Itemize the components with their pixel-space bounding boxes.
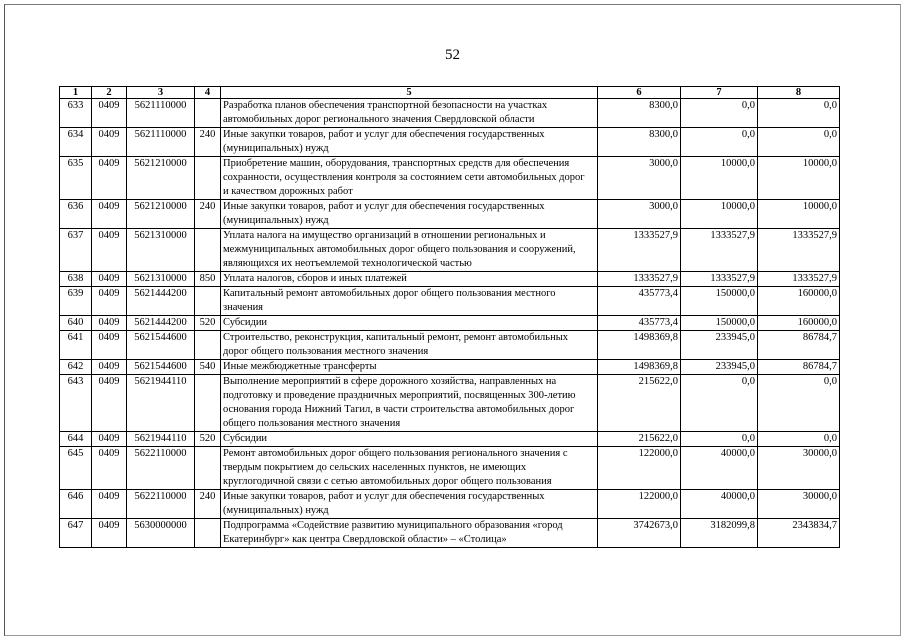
target-article-code: 5621210000 <box>127 200 195 229</box>
amount-col-7: 150000,0 <box>681 287 758 316</box>
description-line: Субсидии <box>223 433 268 444</box>
amount-col-8: 0,0 <box>758 99 840 128</box>
target-article-code: 5621944110 <box>127 375 195 432</box>
table-row <box>60 519 840 548</box>
amount-col-7: 40000,0 <box>681 490 758 519</box>
target-article-code: 5622110000 <box>127 447 195 490</box>
description-line: автомобильных дорог регионального значения Свердловской области <box>223 114 535 125</box>
description-line: (муниципальных) нужд <box>223 505 329 516</box>
row-description <box>221 200 598 229</box>
section-code: 0409 <box>92 447 127 490</box>
expense-type-code: 240 <box>195 200 221 229</box>
amount-col-8: 160000,0 <box>758 316 840 331</box>
table-row <box>60 128 840 157</box>
section-code: 0409 <box>92 375 127 432</box>
amount-col-8: 0,0 <box>758 375 840 432</box>
section-code: 0409 <box>92 200 127 229</box>
row-number: 633 <box>60 99 92 128</box>
section-code: 0409 <box>92 157 127 200</box>
table-row <box>60 272 840 287</box>
amount-col-8: 160000,0 <box>758 287 840 316</box>
amount-col-7: 0,0 <box>681 128 758 157</box>
expense-type-code: 540 <box>195 360 221 375</box>
expense-type-code: 520 <box>195 432 221 447</box>
row-number: 638 <box>60 272 92 287</box>
target-article-code: 5622110000 <box>127 490 195 519</box>
target-article-code: 5621310000 <box>127 229 195 272</box>
table-row <box>60 360 840 375</box>
section-code: 0409 <box>92 272 127 287</box>
target-article-code: 5621110000 <box>127 128 195 157</box>
description-line: Строительство, реконструкция, капитальный ремонт, ремонт автомобильных <box>223 332 569 343</box>
table-row <box>60 99 840 128</box>
expense-type-code <box>195 331 221 360</box>
description-line: Екатеринбург» как центра Свердловской области» – «Столица» <box>223 534 507 545</box>
expense-type-code: 240 <box>195 490 221 519</box>
amount-col-7: 10000,0 <box>681 157 758 200</box>
amount-col-8: 10000,0 <box>758 157 840 200</box>
row-description <box>221 157 598 200</box>
amount-col-6: 8300,0 <box>598 128 681 157</box>
description-line: являющихся их неотъемлемой технологической частью <box>223 258 472 269</box>
description-line: Подпрограмма «Содействие развитию муниципального образования «город <box>223 520 563 531</box>
target-article-code: 5621444200 <box>127 316 195 331</box>
target-article-code: 5621444200 <box>127 287 195 316</box>
description-line: (муниципальных) нужд <box>223 143 329 154</box>
row-description <box>221 99 598 128</box>
header-col-7: 7 <box>681 87 758 99</box>
section-code: 0409 <box>92 99 127 128</box>
table-body <box>60 99 840 548</box>
expense-type-code <box>195 287 221 316</box>
table-row <box>60 229 840 272</box>
table-row <box>60 157 840 200</box>
header-col-4: 4 <box>195 87 221 99</box>
amount-col-6: 215622,0 <box>598 375 681 432</box>
row-number: 639 <box>60 287 92 316</box>
row-description <box>221 229 598 272</box>
section-code: 0409 <box>92 316 127 331</box>
description-line: Иные закупки товаров, работ и услуг для обеспечения государственных <box>223 129 545 140</box>
description-line: основания города Нижний Тагил, в части строительства автомобильных дорог <box>223 404 575 415</box>
description-line: Капитальный ремонт автомобильных дорог общего пользования местного <box>223 288 556 299</box>
header-col-1: 1 <box>60 87 92 99</box>
row-number: 644 <box>60 432 92 447</box>
row-number: 642 <box>60 360 92 375</box>
table-row <box>60 200 840 229</box>
expense-type-code <box>195 229 221 272</box>
row-description <box>221 432 598 447</box>
amount-col-7: 10000,0 <box>681 200 758 229</box>
description-line: Приобретение машин, оборудования, транспортных средств для обеспечения <box>223 158 570 169</box>
section-code: 0409 <box>92 490 127 519</box>
expense-type-code: 850 <box>195 272 221 287</box>
section-code: 0409 <box>92 432 127 447</box>
amount-col-6: 8300,0 <box>598 99 681 128</box>
amount-col-6: 122000,0 <box>598 447 681 490</box>
section-code: 0409 <box>92 229 127 272</box>
amount-col-8: 1333527,9 <box>758 272 840 287</box>
amount-col-8: 10000,0 <box>758 200 840 229</box>
row-number: 634 <box>60 128 92 157</box>
target-article-code: 5621210000 <box>127 157 195 200</box>
amount-col-6: 435773,4 <box>598 287 681 316</box>
description-line: общего пользования местного значения <box>223 418 401 429</box>
table-row <box>60 331 840 360</box>
amount-col-6: 3742673,0 <box>598 519 681 548</box>
amount-col-8: 30000,0 <box>758 490 840 519</box>
amount-col-7: 1333527,9 <box>681 272 758 287</box>
amount-col-6: 1333527,9 <box>598 229 681 272</box>
description-line: Иные закупки товаров, работ и услуг для обеспечения государственных <box>223 201 545 212</box>
amount-col-7: 1333527,9 <box>681 229 758 272</box>
table-row <box>60 432 840 447</box>
row-description <box>221 447 598 490</box>
amount-col-6: 1333527,9 <box>598 272 681 287</box>
row-number: 640 <box>60 316 92 331</box>
amount-col-8: 86784,7 <box>758 360 840 375</box>
amount-col-6: 3000,0 <box>598 200 681 229</box>
amount-col-7: 0,0 <box>681 375 758 432</box>
expense-type-code <box>195 375 221 432</box>
section-code: 0409 <box>92 331 127 360</box>
section-code: 0409 <box>92 360 127 375</box>
table-row <box>60 287 840 316</box>
description-line: Ремонт автомобильных дорог общего пользования регионального значения с <box>223 448 568 459</box>
row-number: 643 <box>60 375 92 432</box>
amount-col-7: 0,0 <box>681 432 758 447</box>
amount-col-8: 0,0 <box>758 432 840 447</box>
description-line: сохранности, осуществления контроля за состоянием сети автомобильных дорог <box>223 172 585 183</box>
header-col-5: 5 <box>221 87 598 99</box>
amount-col-7: 40000,0 <box>681 447 758 490</box>
amount-col-6: 122000,0 <box>598 490 681 519</box>
header-col-2: 2 <box>92 87 127 99</box>
row-description <box>221 272 598 287</box>
row-number: 637 <box>60 229 92 272</box>
expense-type-code: 520 <box>195 316 221 331</box>
description-line: Уплата налогов, сборов и иных платежей <box>223 273 407 284</box>
row-description <box>221 331 598 360</box>
amount-col-6: 435773,4 <box>598 316 681 331</box>
amount-col-8: 0,0 <box>758 128 840 157</box>
description-line: дорог общего пользования местного значения <box>223 346 429 357</box>
row-description <box>221 360 598 375</box>
amount-col-8: 1333527,9 <box>758 229 840 272</box>
description-line: Выполнение мероприятий в сфере дорожного хозяйства, направленных на <box>223 376 557 387</box>
amount-col-7: 233945,0 <box>681 360 758 375</box>
amount-col-6: 3000,0 <box>598 157 681 200</box>
description-line: Уплата налога на имущество организаций в отношении региональных и <box>223 230 546 241</box>
amount-col-8: 2343834,7 <box>758 519 840 548</box>
description-line: круглогодичной связи с сетью автомобильных дорог общего пользования <box>223 476 552 487</box>
description-line: твердым покрытием до сельских населенных пунктов, не имеющих <box>223 462 527 473</box>
amount-col-7: 0,0 <box>681 99 758 128</box>
row-number: 646 <box>60 490 92 519</box>
amount-col-7: 150000,0 <box>681 316 758 331</box>
amount-col-8: 30000,0 <box>758 447 840 490</box>
row-description <box>221 287 598 316</box>
description-line: Разработка планов обеспечения транспортной безопасности на участках <box>223 100 548 111</box>
expense-type-code <box>195 447 221 490</box>
description-line: Субсидии <box>223 317 268 328</box>
expense-type-code <box>195 157 221 200</box>
row-description <box>221 490 598 519</box>
page-number: 52 <box>445 47 460 63</box>
description-line: подготовку и проведение праздничных мероприятий, посвященных 300-летию <box>223 390 576 401</box>
row-number: 647 <box>60 519 92 548</box>
table-row <box>60 490 840 519</box>
row-description <box>221 316 598 331</box>
target-article-code: 5621544600 <box>127 360 195 375</box>
amount-col-7: 233945,0 <box>681 331 758 360</box>
row-number: 641 <box>60 331 92 360</box>
row-description <box>221 375 598 432</box>
amount-col-8: 86784,7 <box>758 331 840 360</box>
expense-type-code <box>195 99 221 128</box>
target-article-code: 5621944110 <box>127 432 195 447</box>
row-description <box>221 128 598 157</box>
expense-type-code <box>195 519 221 548</box>
table-row <box>60 316 840 331</box>
section-code: 0409 <box>92 128 127 157</box>
table-row <box>60 375 840 432</box>
amount-col-7: 3182099,8 <box>681 519 758 548</box>
description-line: Иные закупки товаров, работ и услуг для обеспечения государственных <box>223 491 545 502</box>
target-article-code: 5621310000 <box>127 272 195 287</box>
row-number: 636 <box>60 200 92 229</box>
amount-col-6: 215622,0 <box>598 432 681 447</box>
header-col-3: 3 <box>127 87 195 99</box>
row-description <box>221 519 598 548</box>
section-code: 0409 <box>92 287 127 316</box>
budget-table <box>59 86 840 548</box>
target-article-code: 5630000000 <box>127 519 195 548</box>
description-line: Иные межбюджетные трансферты <box>223 361 377 372</box>
description-line: значения <box>223 302 264 313</box>
amount-col-6: 1498369,8 <box>598 360 681 375</box>
header-row <box>60 87 840 99</box>
section-code: 0409 <box>92 519 127 548</box>
description-line: (муниципальных) нужд <box>223 215 329 226</box>
amount-col-6: 1498369,8 <box>598 331 681 360</box>
table-row <box>60 447 840 490</box>
header-col-6: 6 <box>598 87 681 99</box>
target-article-code: 5621544600 <box>127 331 195 360</box>
header-col-8: 8 <box>758 87 840 99</box>
row-number: 645 <box>60 447 92 490</box>
description-line: межмуниципальных автомобильных дорог общего пользования и сооружений, <box>223 244 576 255</box>
description-line: и качеством дорожных работ <box>223 186 353 197</box>
target-article-code: 5621110000 <box>127 99 195 128</box>
expense-type-code: 240 <box>195 128 221 157</box>
row-number: 635 <box>60 157 92 200</box>
